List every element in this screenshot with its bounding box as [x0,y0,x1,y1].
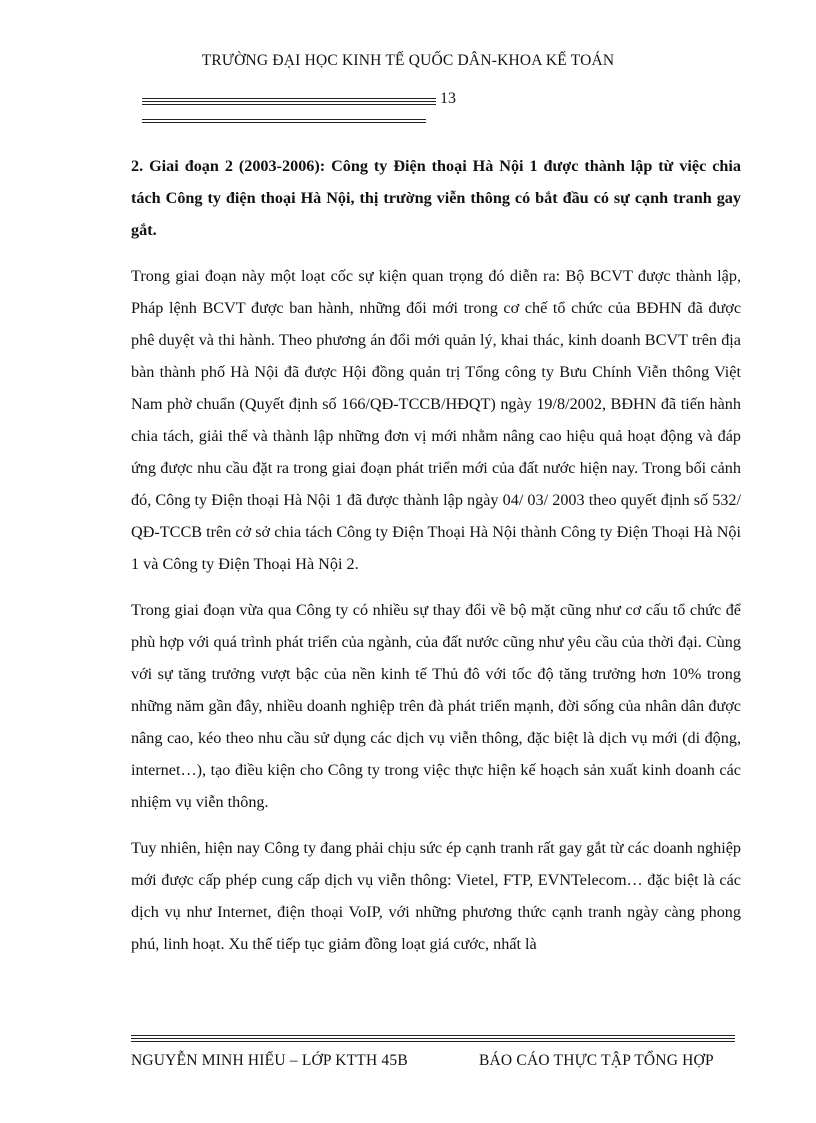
paragraph: Trong giai đoạn này một loạt cốc sự kiện quan trọng đó diễn ra: Bộ BCVT được thành lập, Pháp lệnh BCVT được ban hành, những đổi mới trong cơ chế tổ chức của BĐHN đã được phê duyệt và thi hành. Theo phương án đổi mới quản lý, khai thác, kinh doanh BCVT trên địa bàn thành phố Hà Nội đã được Hội đồng quản trị Tổng công ty Bưu Chính Viễn thông Việt Nam phờ chuẩn (Quyết định số 166/QĐ-TCCB/HĐQT) ngày 19/8/2002, BĐHN đã tiến hành chia tách, giải thể và thành lập những đơn vị mới nhằm nâng cao hiệu quả hoạt động và đáp ứng được nhu cầu đặt ra trong giai đoạn phát triển mới của đất nước hiện nay. Trong bối cảnh đó, Công ty Điện thoại Hà Nội 1 đã được thành lập ngày 04/ 03/ 2003 theo quyết định số 532/ QĐ-TCCB trên cở sở chia tách Công ty Điện Thoại Hà Nội thành Công ty Điện Thoại Hà Nội 1 và Công ty Điện Thoại Hà Nội 2. [131,267,741,573]
body-content [131,150,741,974]
footer-author: NGUYỄN MINH HIẾU – LỚP KTTH 45B [131,1052,408,1069]
paragraph: Tuy nhiên, hiện nay Công ty đang phải chịu sức ép cạnh tranh rất gay gắt từ các doanh nghiệp mới được cấp phép cung cấp dịch vụ viễn thông: Vietel, FTP, EVNTelecom… đặc biệt là các dịch vụ như Internet, điện thoại VoIP, với những phương thức cạnh tranh ngày càng phong phú, linh hoạt. Xu thế tiếp tục giảm đồng loạt giá cước, nhất là [131,839,741,953]
footer-report-title: BÁO CÁO THỰC TẬP TỔNG HỢP [479,1052,714,1069]
section-heading: 2. Giai đoạn 2 (2003-2006): Công ty Điện thoại Hà Nội 1 được thành lập từ việc chia tách Công ty điện thoại Hà Nội, thị trường viễn thông có bắt đầu có sự cạnh tranh gay gắt. [131,157,741,239]
page-number: 13 [440,90,456,107]
header-title: TRƯỜNG ĐẠI HỌC KINH TẾ QUỐC DÂN-KHOA KẾ TOÁN [201,52,615,69]
paragraph: Trong giai đoạn vừa qua Công ty có nhiều sự thay đổi về bộ mặt cũng như cơ cấu tổ chức để phù hợp với quá trình phát triển của ngành, của đất nước cũng như yêu cầu của thời đại. Cùng với sự tăng trưởng vượt bậc của nền kinh tế Thủ đô với tốc độ tăng trưởng hơn 10% trong những năm gần đây, nhiều doanh nghiệp trên đà phát triển mạnh, đời sống của nhân dân được nâng cao, kéo theo nhu cầu sử dụng các dịch vụ viễn thông, đặc biệt là dịch vụ mới (di động, internet…), tạo điều kiện cho Công ty trong việc thực hiện kế hoạch sản xuất kinh doanh các nhiệm vụ viễn thông. [131,601,741,811]
